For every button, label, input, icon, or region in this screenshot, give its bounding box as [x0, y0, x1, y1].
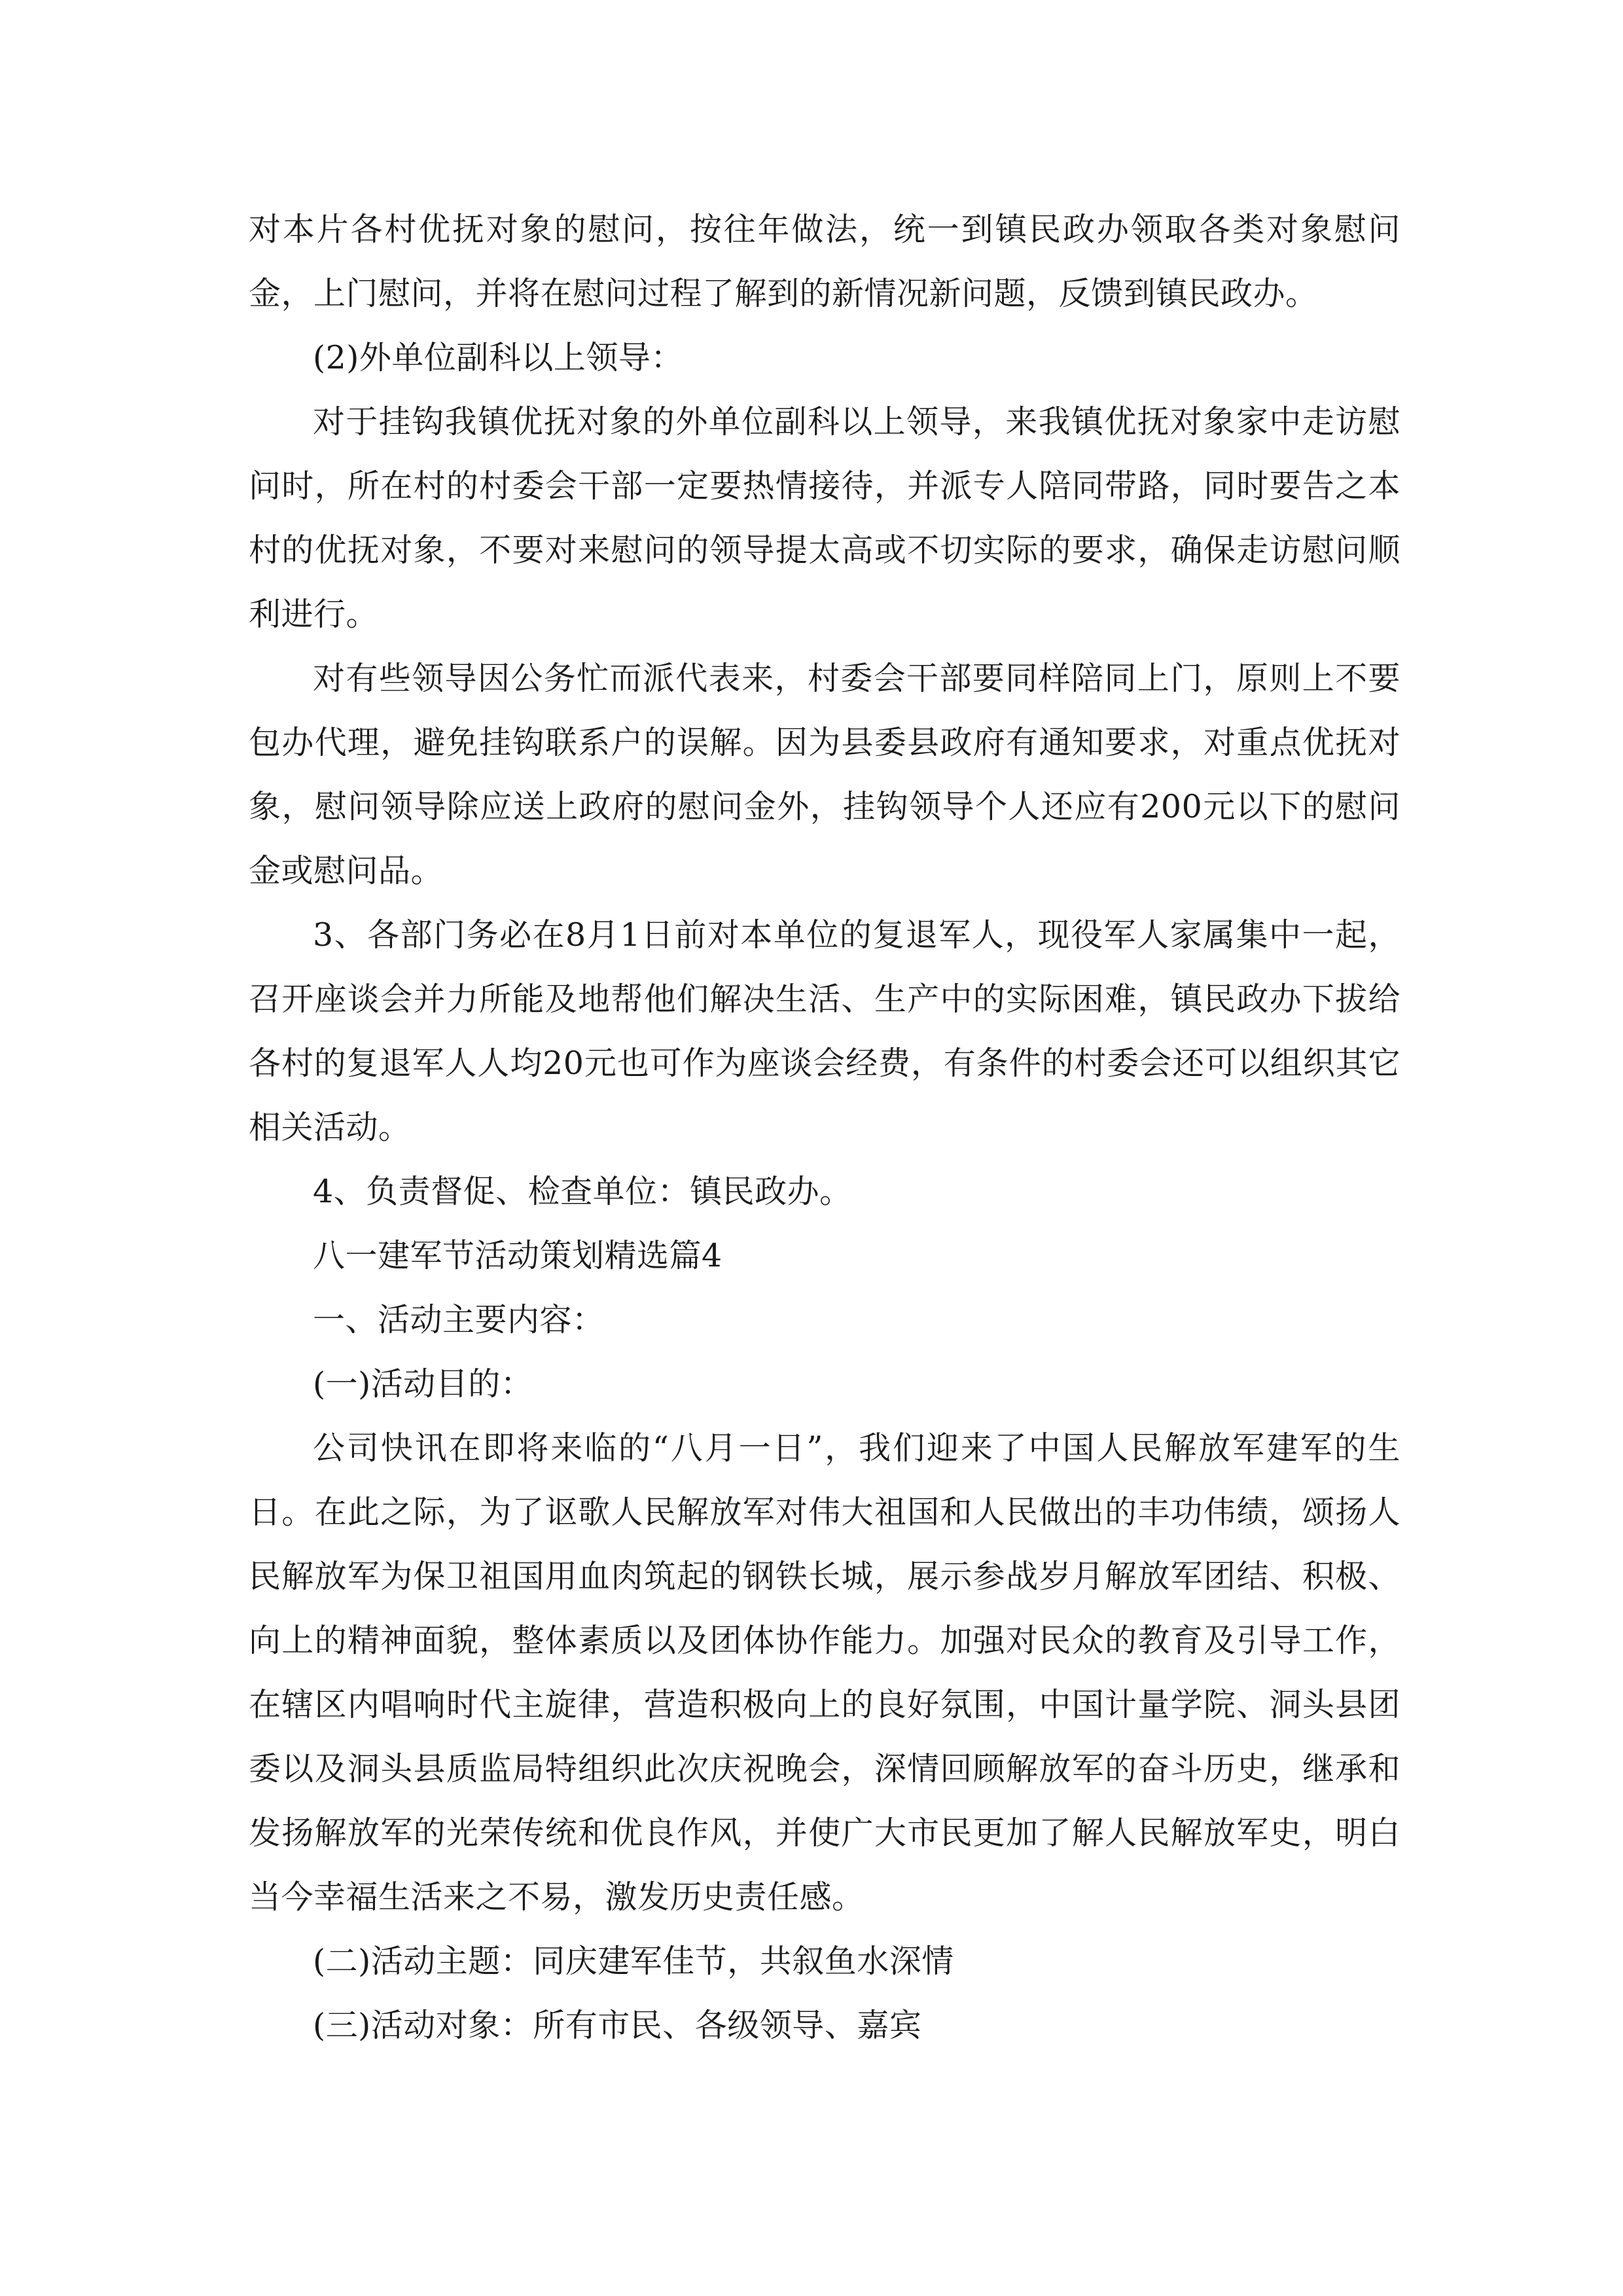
paragraph-4: 对有些领导因公务忙而派代表来，村委会干部要同样陪同上门，原则上不要包办代理，避免挂钩联系户的误解。因为县委县政府有通知要求，对重点优抚对象，慰问领导除应送上政府的慰问金外，挂钩领导个人还应有200元以下的慰问金或慰问品。: [249, 660, 1400, 889]
paragraph-12: (三)活动对象：所有市民、各级领导、嘉宾: [313, 2007, 922, 2044]
paragraph-5: 3、各部门务必在8月1日前对本单位的复退军人，现役军人家属集中一起，召开座谈会并力所能及地帮他们解决生活、生产中的实际困难，镇民政办下拔给各村的复退军人人均20元也可作为座谈会经费，有条件的村委会还可以组织其它相关活动。: [249, 916, 1400, 1146]
paragraph-1: 对本片各村优抚对象的慰问，按往年做法，统一到镇民政办领取各类对象慰问金，上门慰问，并将在慰问过程了解到的新情况新问题，反馈到镇民政办。: [249, 211, 1400, 312]
paragraph-8: 一、活动主要内容：: [313, 1301, 605, 1338]
paragraph-11: (二)活动主题：同庆建军佳节，共叙鱼水深情: [313, 1943, 954, 1980]
paragraph-6: 4、负责督促、检查单位：镇民政办。: [313, 1173, 852, 1210]
paragraph-10: 公司快讯在即将来临的“八月一日”，我们迎来了中国人民解放军建军的生日。在此之际，为了讴歌人民解放军对伟大祖国和人民做出的丰功伟绩，颂扬人民解放军为保卫祖国用血肉筑起的钢铁长城，展示参战岁月解放军团结、积极、向上的精神面貌，整体素质以及团体协作能力。加强对民众的教育及引导工作，在辖区内唱响时代主旋律，营造积极向上的良好氛围，中国计量学院、洞头县团委以及洞头县质监局特组织此次庆祝晚会，深情回顾解放军的奋斗历史，继承和发扬解放军的光荣传统和优良作风，并使广大市民更加了解人民解放军史，明白当今幸福生活来之不易，激发历史责任感。: [249, 1429, 1400, 1916]
paragraph-9: (一)活动目的：: [313, 1365, 533, 1403]
paragraph-2: (2)外单位副科以上领导：: [313, 339, 683, 376]
paragraph-3: 对于挂钩我镇优抚对象的外单位副科以上领导，来我镇优抚对象家中走访慰问时，所在村的村委会干部一定要热情接待，并派专人陪同带路，同时要告之本村的优抚对象，不要对来慰问的领导提太高或不切实际的要求，确保走访慰问顺利进行。: [249, 403, 1400, 633]
section-heading: 八一建军节活动策划精选篇4: [313, 1237, 722, 1274]
document-body: [249, 198, 1400, 2058]
